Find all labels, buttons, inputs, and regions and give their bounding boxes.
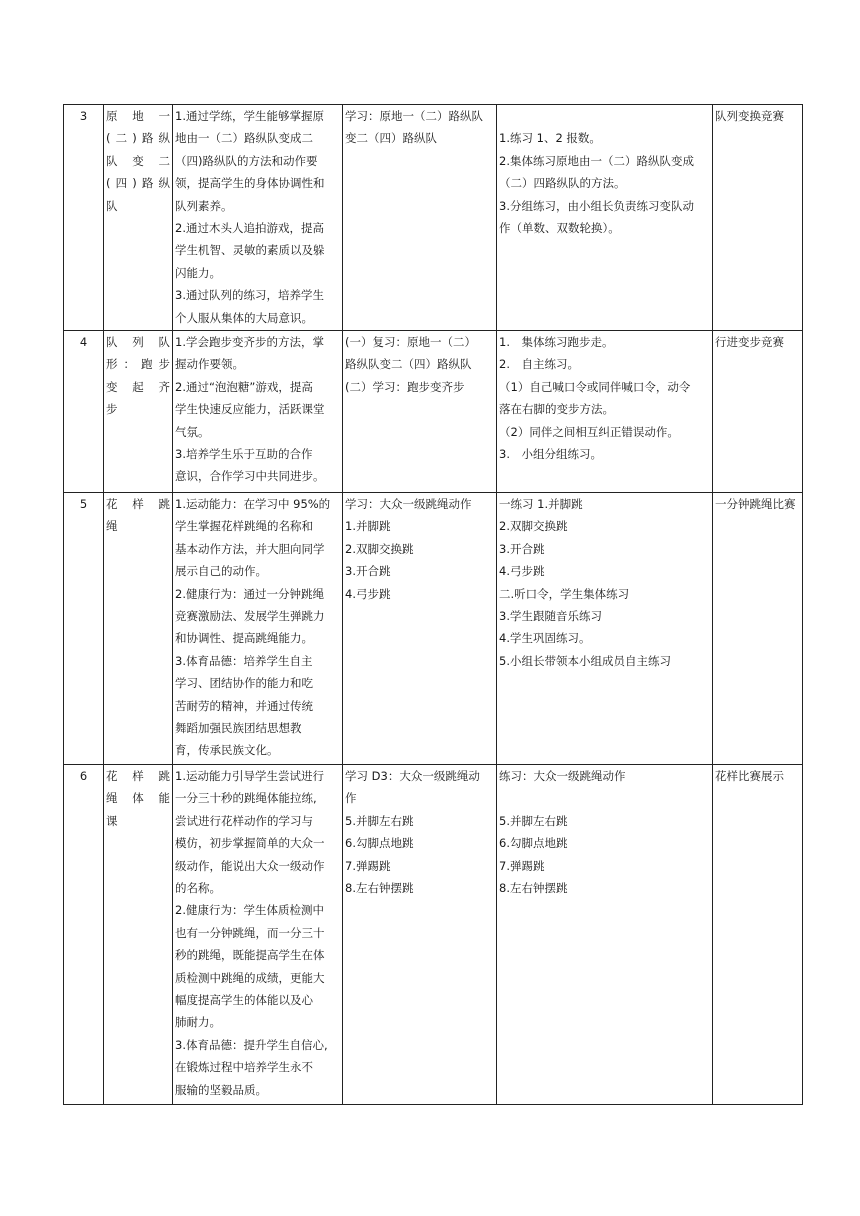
lesson-goals	[173, 493, 343, 765]
table-row	[64, 331, 803, 493]
cell-line	[499, 105, 710, 127]
cell-line: 1.并脚跳	[345, 519, 391, 534]
cell-line: 1.练习 1、2 报数。	[499, 131, 601, 146]
cell-line: 模仿，初步掌握简单的大众一	[175, 836, 325, 851]
lesson-competition: 一分钟跳绳比赛	[713, 493, 803, 765]
cell-line: 苦耐劳的精神，并通过传统	[175, 698, 313, 713]
cell-line: 4.弓步跳	[499, 564, 545, 579]
cell-line: 6.勾脚点地跳	[345, 836, 414, 851]
cell-line: 3.通过队列的练习，培养学生	[175, 288, 324, 303]
cell-line: 基本动作方法，并大胆向同学	[175, 541, 325, 556]
lesson-topic	[104, 105, 173, 331]
table-row	[64, 765, 803, 1105]
topic-line: 原 地 一	[106, 109, 170, 123]
cell-line: 学生机智、灵敏的素质以及躲	[175, 243, 325, 258]
cell-line: 6.勾脚点地跳	[499, 836, 568, 851]
cell-line: 握动作要领。	[175, 357, 244, 372]
cell-line: 5.小组长带领本小组成员自主练习	[499, 653, 671, 668]
cell-line: 2.通过“泡泡糖”游戏，提高	[175, 379, 313, 394]
cell-line: 练习：大众一级跳绳动作	[499, 769, 626, 783]
lesson-methods	[497, 493, 713, 765]
lesson-competition: 行进变步竞赛	[713, 331, 803, 493]
topic-line: 队	[106, 198, 118, 213]
cell-line: 质检测中跳绳的成绩，更能大	[175, 970, 325, 985]
cell-line: 2.健康行为：通过一分钟跳绳	[175, 586, 324, 601]
topic-line: 步	[106, 402, 118, 417]
cell-line: 秒的跳绳，既能提高学生在体	[175, 948, 325, 963]
cell-line: 学习：大众一级跳绳动作	[345, 497, 472, 511]
cell-line: (一）复习：原地一（二）	[345, 335, 476, 349]
topic-line: (二)路纵	[106, 131, 170, 146]
cell-line: 意识，合作学习中共同进步。	[175, 469, 325, 484]
table-row	[64, 493, 803, 765]
cell-line: 学生掌握花样跳绳的名称和	[175, 519, 313, 534]
cell-line: 气氛。	[175, 424, 210, 439]
cell-line: 和协调性、提高跳绳能力。	[175, 631, 313, 646]
cell-line: 5.并脚左右跳	[345, 813, 414, 828]
cell-line: 队列素养。	[175, 198, 233, 213]
lesson-topic	[104, 765, 173, 1105]
table-row	[64, 105, 803, 331]
cell-line: 学生快速反应能力，活跃课堂	[175, 402, 325, 417]
topic-line: (四)路纵	[106, 176, 170, 191]
cell-line: 领，提高学生的身体协调性和	[175, 176, 325, 191]
cell-line: 竞赛激励法、发展学生弹跳力	[175, 609, 325, 624]
lesson-methods	[497, 105, 713, 331]
topic-line: 绳 体 能	[106, 791, 170, 806]
cell-line: 3.体育品德：提升学生自信心,	[175, 1037, 328, 1052]
cell-line: 在锻炼过程中培养学生永不	[175, 1060, 313, 1075]
lesson-methods	[497, 765, 713, 1105]
lesson-content	[343, 331, 497, 493]
lesson-content	[343, 493, 497, 765]
lesson-number: 6	[64, 765, 104, 1105]
lesson-competition: 队列变换竞赛	[713, 105, 803, 331]
lesson-number: 3	[64, 105, 104, 331]
cell-line: 1.运动能力引导学生尝试进行	[175, 769, 324, 783]
cell-line: （二）四路纵队的方法。	[499, 176, 626, 191]
topic-line: 课	[106, 813, 118, 828]
cell-line: 2.双脚交换跳	[345, 541, 414, 556]
cell-line: 变二（四）路纵队	[345, 131, 437, 146]
cell-line: 3.体育品德：培养学生自主	[175, 653, 313, 668]
cell-line: 3.培养学生乐于互助的合作	[175, 447, 313, 462]
cell-line: 3.学生跟随音乐练习	[499, 609, 602, 624]
lesson-content	[343, 765, 497, 1105]
cell-line: 学习 D3：大众一级跳绳动	[345, 769, 480, 783]
topic-line: 花 样 跳	[106, 497, 170, 511]
cell-line: 1.运动能力：在学习中 95%的	[175, 497, 331, 511]
cell-line	[499, 787, 710, 809]
cell-line: （1）自己喊口令或同伴喊口令，动令	[499, 379, 691, 394]
cell-line: 的名称。	[175, 881, 221, 896]
cell-line: 2.通过木头人追拍游戏，提高	[175, 221, 324, 236]
cell-line: 3.开合跳	[345, 564, 391, 579]
cell-line: 3. 小组分组练习。	[499, 447, 602, 462]
cell-line: 8.左右钟摆跳	[345, 881, 414, 896]
cell-line: 4.学生巩固练习。	[499, 631, 591, 646]
cell-line: 学习：原地一（二）路纵队	[345, 109, 483, 123]
cell-line: 舞蹈加强民族团结思想教	[175, 721, 302, 736]
cell-line: 作（单数、双数轮换）。	[499, 221, 620, 236]
cell-line: 育，传承民族文化。	[175, 743, 279, 758]
lesson-number: 5	[64, 493, 104, 765]
cell-line: 2.集体练习原地由一（二）路纵队变成	[499, 153, 694, 168]
topic-line: 绳	[106, 519, 118, 534]
cell-line: 2.双脚交换跳	[499, 519, 568, 534]
topic-line: 花 样 跳	[106, 769, 170, 783]
cell-line: 7.弹踢跳	[499, 858, 545, 873]
cell-line: 级动作，能说出大众一级动作	[175, 858, 325, 873]
cell-line: 二.听口令，学生集体练习	[499, 586, 630, 601]
cell-line: 2. 自主练习。	[499, 357, 579, 372]
lesson-goals	[173, 105, 343, 331]
cell-line: 个人服从集体的大局意识。	[175, 310, 313, 325]
cell-line: 8.左右钟摆跳	[499, 881, 568, 896]
cell-line: 1.学会跑步变齐步的方法，掌	[175, 335, 324, 349]
cell-line: 7.弹踢跳	[345, 858, 391, 873]
topic-line: 形：跑步	[106, 357, 170, 372]
cell-line: (二）学习：跑步变齐步	[345, 379, 465, 394]
cell-line: 一分三十秒的跳绳体能拉练,	[175, 791, 317, 806]
cell-line: 展示自己的动作。	[175, 564, 267, 579]
cell-line: 3.开合跳	[499, 541, 545, 556]
cell-line: 也有一分钟跳绳，而一分三十	[175, 925, 325, 940]
topic-line: 队 列 队	[106, 335, 170, 349]
cell-line: 1.通过学练，学生能够掌握原	[175, 109, 324, 123]
cell-line: 3.分组练习，由小组长负责练习变队动	[499, 198, 694, 213]
cell-line: 服输的坚毅品质。	[175, 1082, 267, 1097]
cell-line: 地由一（二）路纵队变成二	[175, 131, 313, 146]
lesson-content	[343, 105, 497, 331]
cell-line: 落在右脚的变步方法。	[499, 402, 614, 417]
cell-line: 学习、团结协作的能力和吃	[175, 676, 313, 691]
cell-line: 幅度提高学生的体能以及心	[175, 993, 313, 1008]
lesson-goals	[173, 765, 343, 1105]
lesson-topic	[104, 493, 173, 765]
cell-line: 5.并脚左右跳	[499, 813, 568, 828]
topic-line: 变 起 齐	[106, 379, 170, 394]
topic-line: 队 变 二	[106, 153, 170, 168]
cell-line: （四)路纵队的方法和动作要	[175, 153, 318, 168]
lesson-methods	[497, 331, 713, 493]
cell-line: 肺耐力。	[175, 1015, 221, 1030]
cell-line: 1. 集体练习跑步走。	[499, 335, 614, 349]
cell-line: 尝试进行花样动作的学习与	[175, 813, 313, 828]
lesson-number: 4	[64, 331, 104, 493]
cell-line: 2.健康行为：学生体质检测中	[175, 903, 324, 918]
cell-line: 作	[345, 791, 357, 806]
cell-line: （2）同伴之间相互纠正错误动作。	[499, 424, 679, 439]
cell-line: 路纵队变二（四）路纵队	[345, 357, 472, 372]
lesson-topic	[104, 331, 173, 493]
lesson-goals	[173, 331, 343, 493]
lesson-competition: 花样比赛展示	[713, 765, 803, 1105]
cell-line: 一练习 1.并脚跳	[499, 497, 583, 511]
cell-line: 4.弓步跳	[345, 586, 391, 601]
lesson-plan-table	[63, 104, 803, 1105]
cell-line: 闪能力。	[175, 265, 221, 280]
